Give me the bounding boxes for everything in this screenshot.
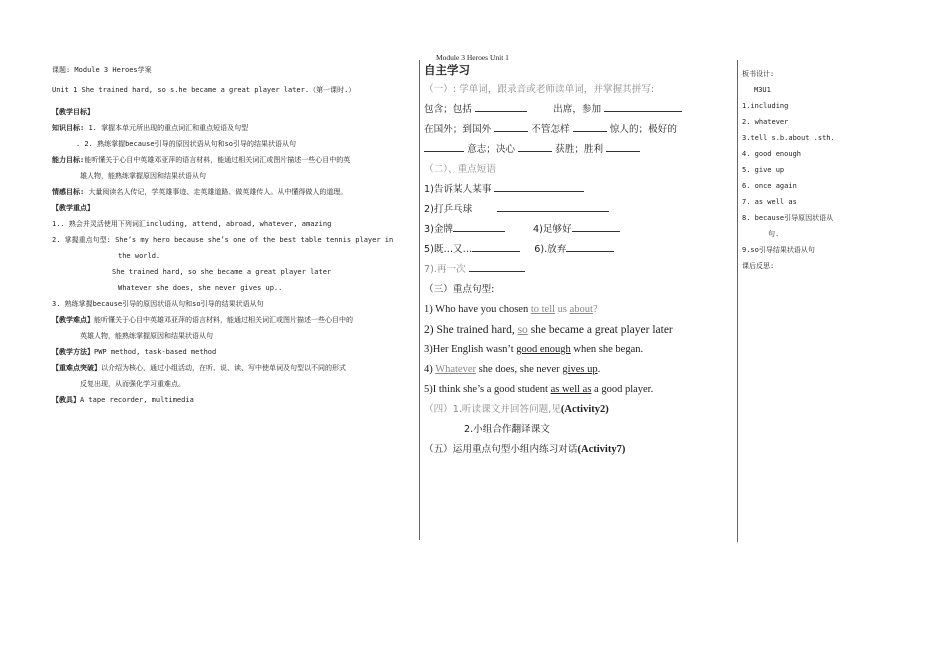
board-item-4: 4. good enough xyxy=(742,150,802,158)
sentence-1: 1) Who have you chosen to tell us about? xyxy=(424,304,598,315)
part4-heading: （四）1.听读课文并回答问题,见 xyxy=(424,404,561,415)
knowledge-label: 知识目标: xyxy=(52,124,85,132)
lesson-plan-column xyxy=(52,62,418,408)
column-divider-left xyxy=(419,60,420,540)
board-item-9: 9.so引导结果状语从句 xyxy=(742,246,815,254)
key-heading: 【教学重点】 xyxy=(52,204,94,212)
emotion-label: 情感目标: xyxy=(52,188,85,196)
breakthrough-text-2: 反复出现，从而强化学习重难点。 xyxy=(80,380,185,388)
blank-phrase-4[interactable] xyxy=(572,221,620,232)
breakthrough-label: 【重难点突破】 xyxy=(52,364,101,372)
phrase-2: 2)打乒乓球 xyxy=(424,204,473,215)
self-study-column xyxy=(424,60,736,460)
word-amazing: 惊人的；极好的 xyxy=(609,124,677,135)
key-item-2: 2. 掌握重点句型: She’s my hero because she’s one of the best table tennis player in xyxy=(52,236,394,244)
key-item-2b: the world. xyxy=(118,252,161,260)
blank-phrase-7[interactable] xyxy=(469,261,525,272)
key-item-1: 1.. 熟会并灵活使用下列词汇including, attend, abroad, whatever, amazing xyxy=(52,220,332,228)
part5-heading: （五）运用重点句型小组内练习对话 xyxy=(424,444,578,455)
phrase-7: 7).再一次 xyxy=(424,264,466,275)
objectives-heading: 【教学目标】 xyxy=(52,108,94,116)
phrase-4: 4)足够好 xyxy=(533,224,572,235)
column-divider-right xyxy=(737,60,738,542)
underlined-good-enough: good enough xyxy=(516,344,571,355)
unit-line: Unit 1 She trained hard, so s.he became a great player later.（第一课时.） xyxy=(52,86,356,94)
word-victory: 获胜；胜利 xyxy=(555,144,604,155)
emotion-text: 大量阅读名人传记，学英雄事迹、走英雄道路、做英雄传人。从中懂得做人的道理。 xyxy=(88,188,348,196)
activity7-label: (Activity7) xyxy=(577,444,626,455)
sentence-3: 3)Her English wasn’t good enough when she began. xyxy=(424,344,644,355)
tools-text: A tape recorder, multimedia xyxy=(80,396,194,404)
blank-abroad[interactable] xyxy=(494,121,528,132)
blank-phrase-1[interactable] xyxy=(494,181,584,192)
board-item-1: 1.including xyxy=(742,102,789,110)
part2-heading: （二）、重点短语 xyxy=(424,164,496,175)
ability-label: 能力目标: xyxy=(52,156,85,164)
word-attend: 出席，参加 xyxy=(553,104,602,115)
reflection-label: 课后反思: xyxy=(742,262,775,270)
board-design-column xyxy=(742,66,852,274)
word-include: 包含；包括 xyxy=(424,104,472,115)
knowledge-item-2: . 2. 熟练掌握because引导的原因状语从句和so引导的结果状语从句 xyxy=(76,140,297,148)
sentence-4: 4) Whatever she does, she never gives up. xyxy=(424,364,601,375)
word-whatever: 不管怎样 xyxy=(531,124,570,135)
part3-heading: （三）重点句型: xyxy=(424,284,495,295)
word-abroad: 在国外；到国外 xyxy=(424,124,492,135)
board-item-6: 6. once again xyxy=(742,182,797,190)
underlined-about: about xyxy=(569,304,593,315)
board-item-2: 2. whatever xyxy=(742,118,789,126)
page-header: Module 3 Heroes Unit 1 xyxy=(436,53,509,62)
phrase-5: 5)既…又… xyxy=(424,244,473,255)
board-item-8: 8. because引导原因状语从 xyxy=(742,214,834,222)
sentence-2: 2) She trained hard, so she became a great player later xyxy=(424,324,673,336)
board-item-7: 7. as well as xyxy=(742,198,797,206)
board-title: 板书设计: xyxy=(742,70,775,78)
blank-attend[interactable] xyxy=(604,101,682,112)
word-determination: 意志；决心 xyxy=(467,144,516,155)
blank-determination[interactable] xyxy=(518,141,552,152)
knowledge-item-1: 1. 掌握本单元所出现的重点词汇和重点短语及句型 xyxy=(88,124,249,132)
part4-item-2: 2.小组合作翻译课文 xyxy=(464,424,550,435)
underlined-so: so xyxy=(517,324,528,336)
topic-line: 课题: Module 3 Heroes学案 xyxy=(52,66,152,74)
sentence-5: 5)I think she’s a good student as well as a good player. xyxy=(424,384,654,395)
blank-phrase-6[interactable] xyxy=(566,241,614,252)
board-item-5: 5. give up xyxy=(742,166,785,174)
self-study-title: 自主学习 xyxy=(424,63,470,77)
difficulty-text-2: 英雄人物，能熟练掌握原因和结果状语从句 xyxy=(80,332,213,340)
phrase-6: 6).放弃 xyxy=(534,244,567,255)
blank-phrase-5[interactable] xyxy=(472,241,520,252)
key-item-3: 3. 熟练掌握because引导的原因状语从句和so引导的结果状语从句 xyxy=(52,300,264,308)
method-text: PWP method, task-based method xyxy=(94,348,217,356)
difficulty-label: 【教学难点】 xyxy=(52,316,94,324)
key-item-2d: Whatever she does, she never gives up.. xyxy=(118,284,283,292)
tools-label: 【教具】 xyxy=(52,396,80,404)
underlined-to-tell: to tell xyxy=(530,304,556,315)
underlined-whatever: Whatever xyxy=(435,364,476,375)
blank-phrase-3[interactable] xyxy=(453,221,505,232)
blank-amazing[interactable] xyxy=(424,141,464,152)
part1-heading: （一）: 学单词，跟录音或老师读单词，并掌握其拼写: xyxy=(424,84,655,95)
underlined-as-well-as: as well as xyxy=(550,384,592,395)
phrase-1: 1)告诉某人某事 xyxy=(424,184,492,195)
blank-whatever[interactable] xyxy=(573,121,607,132)
difficulty-text: 能听懂关于心目中英雄邓亚萍的语言材料，能通过相关词汇或图片描述一些心目中的 xyxy=(94,316,353,324)
method-label: 【教学方法】 xyxy=(52,348,94,356)
underlined-gives-up: gives up xyxy=(562,364,598,375)
activity2-label: (Activity2) xyxy=(560,404,609,415)
phrase-3: 3)金牌 xyxy=(424,224,454,235)
ability-text: 能听懂关于心目中英雄邓亚萍的语言材料，能通过相关词汇或图片描述一些心目中的英 xyxy=(84,156,351,164)
blank-victory[interactable] xyxy=(606,141,640,152)
key-item-2c: She trained hard, so she became a great player later xyxy=(112,268,332,276)
board-item-3: 3.tell s.b.about .sth. xyxy=(742,134,835,142)
board-code: M3U1 xyxy=(754,86,771,94)
ability-text-2: 雄人物，能熟练掌握原因和结果状语从句 xyxy=(80,172,206,180)
blank-include[interactable] xyxy=(475,101,527,112)
blank-phrase-2[interactable] xyxy=(497,201,609,212)
board-item-8b: 句. xyxy=(768,230,780,238)
breakthrough-text: 以介绍为核心，通过小组活动，在听、说、读、写中使单词及句型以不同的形式 xyxy=(101,364,346,372)
